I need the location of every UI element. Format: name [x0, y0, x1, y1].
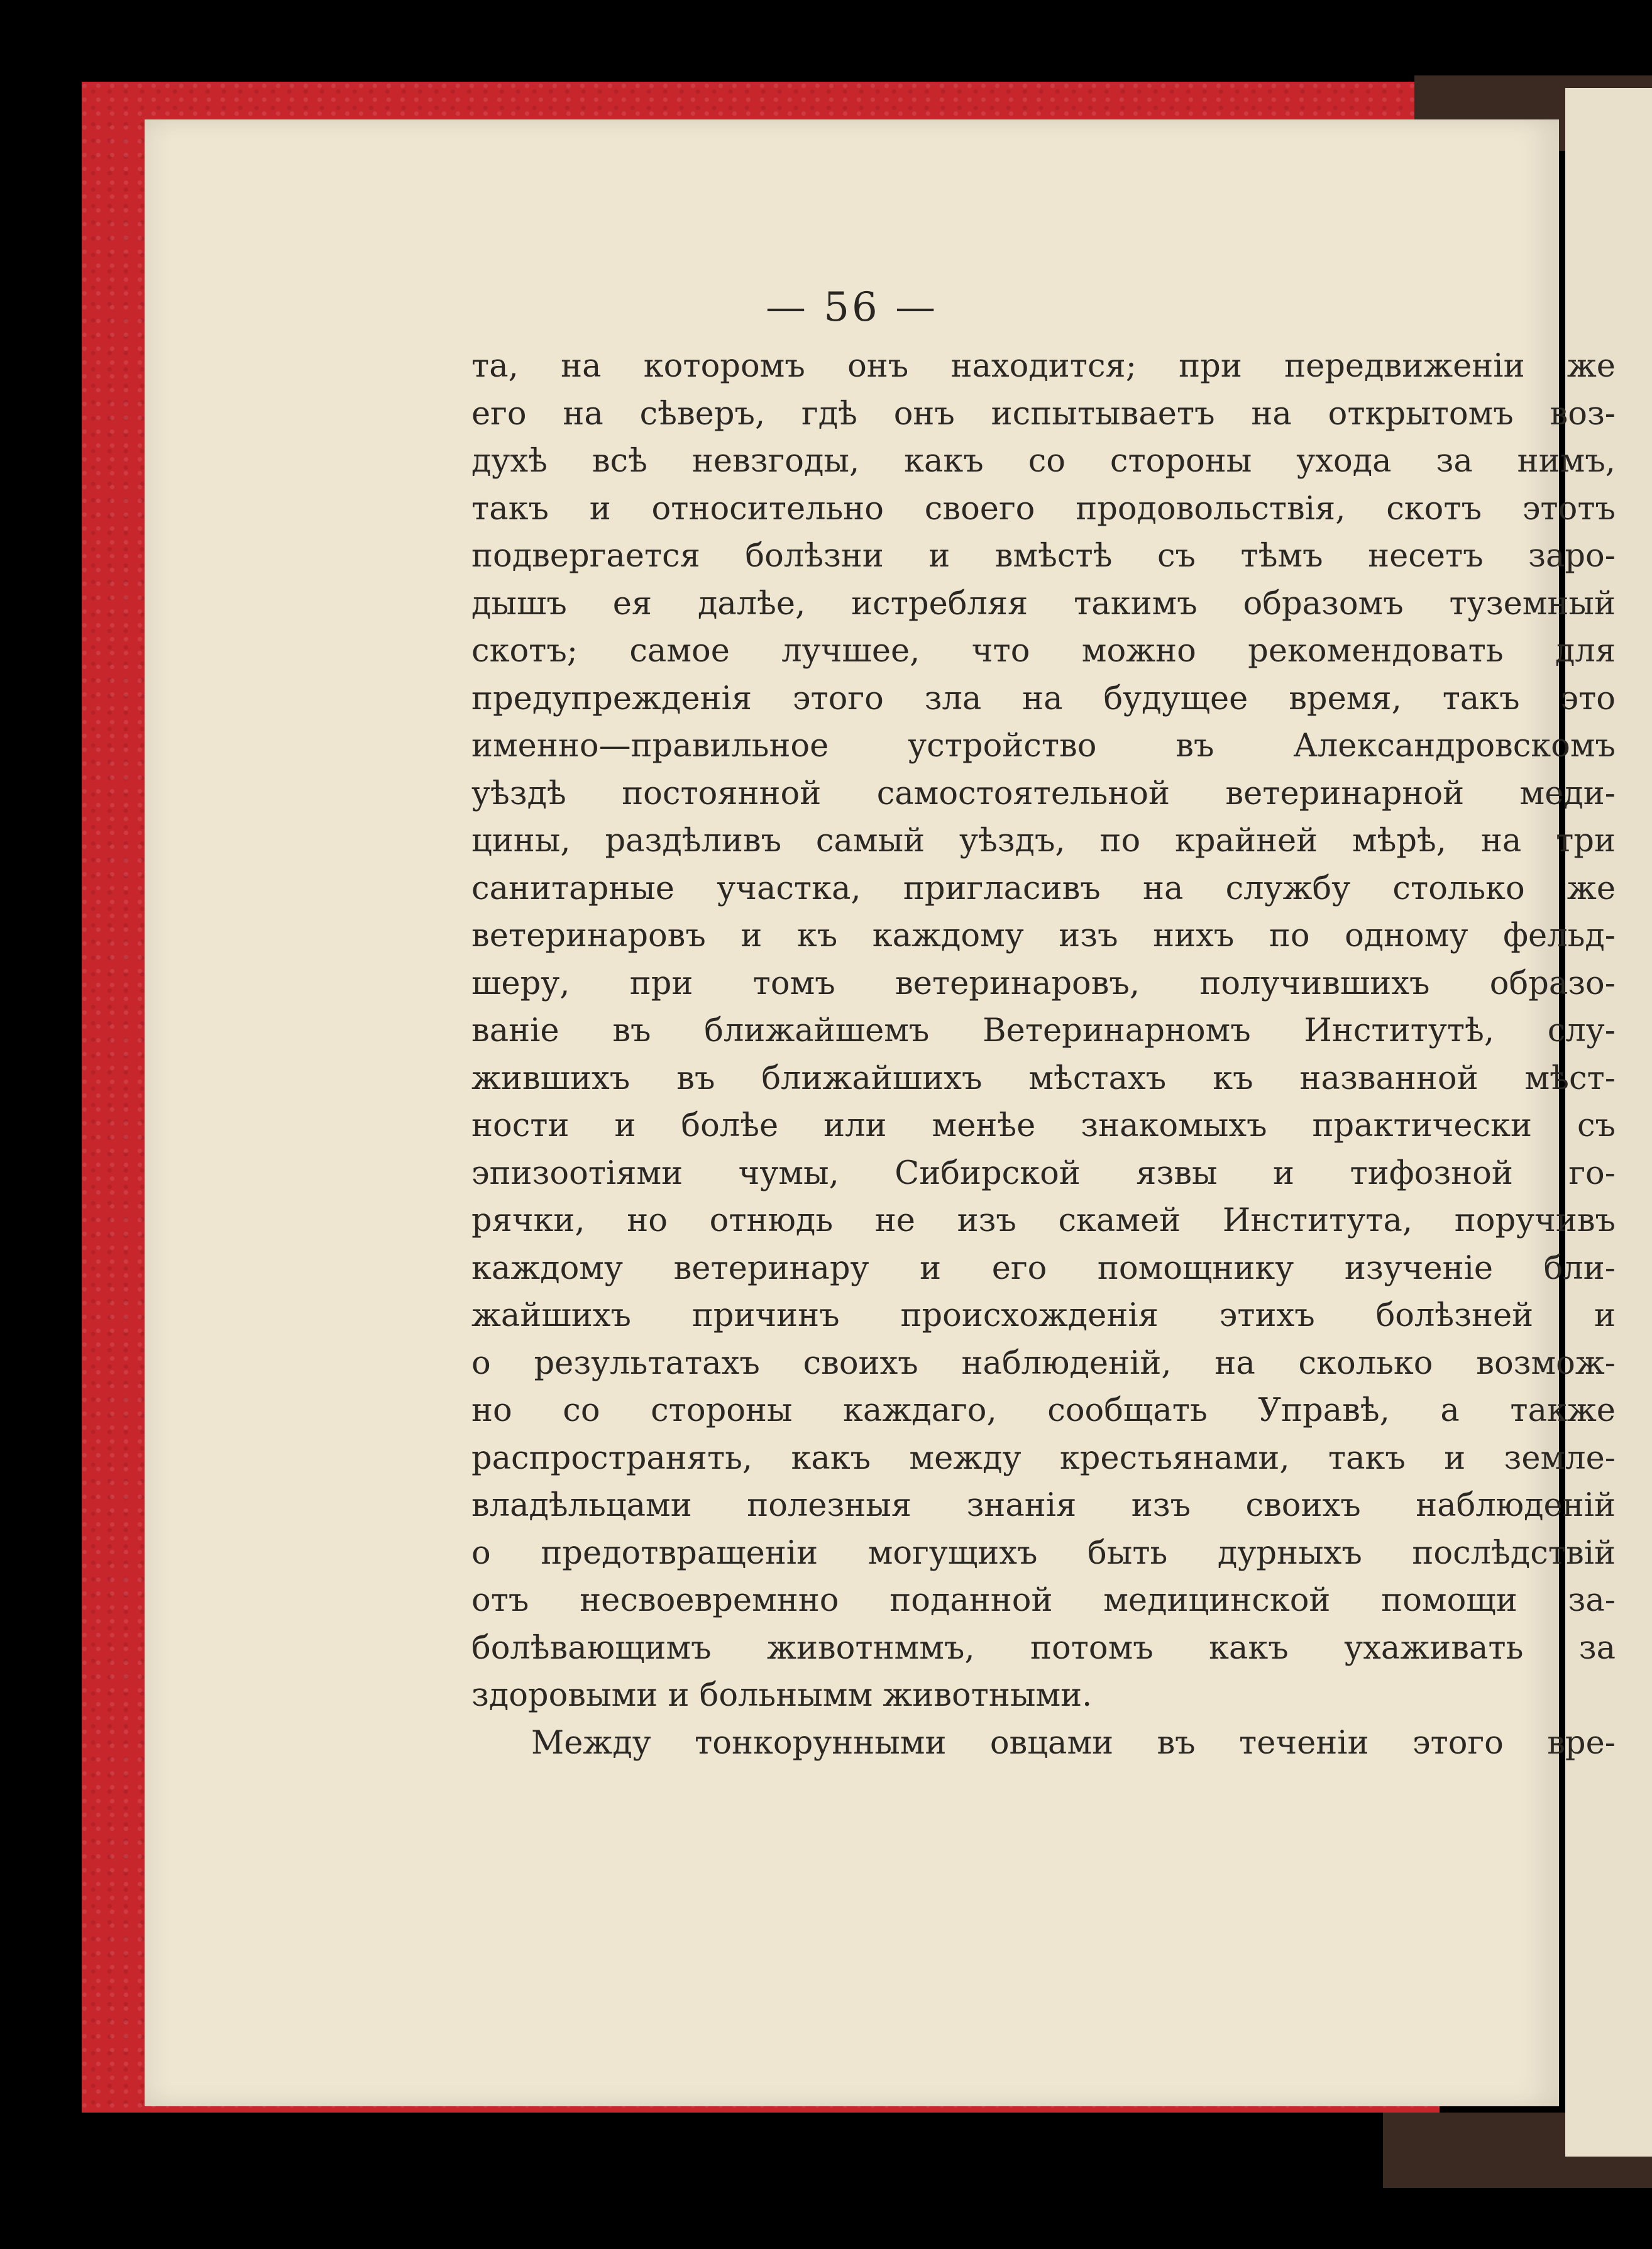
- book-page: [145, 119, 1616, 2106]
- text-line: о результатахъ своихъ наблюденій, на сколько возмож-: [471, 1344, 1616, 1382]
- paragraph-start-line: Между тонкорунными овцами въ теченіи этого вре-: [531, 1724, 1616, 1762]
- page-number: — 56 —: [765, 284, 939, 331]
- text-line: жившихъ въ ближайшихъ мѣстахъ къ названной мѣст-: [471, 1059, 1616, 1097]
- text-line: о предотвращеніи могущихъ быть дурныхъ послѣдствій: [471, 1534, 1616, 1572]
- text-line: болѣвающимъ животнммъ, потомъ какъ ухаживать за: [471, 1629, 1616, 1667]
- text-line: эпизоотіями чумы, Сибирской язвы и тифозной го-: [471, 1154, 1616, 1192]
- text-line: скотъ; самое лучшее, что можно рекомендовать для: [471, 633, 1616, 670]
- text-line: его на сѣверъ, гдѣ онъ испытываетъ на открытомъ воз-: [471, 395, 1616, 433]
- text-line: ваніе въ ближайшемъ Ветеринарномъ Институтѣ, слу-: [471, 1012, 1616, 1049]
- text-line: дышъ ея далѣе, истребляя такимъ образомъ туземный: [471, 585, 1616, 622]
- text-line: каждому ветеринару и его помощнику изученіе бли-: [471, 1249, 1616, 1287]
- text-line: та, на которомъ онъ находится; при передвиженіи же: [471, 348, 1616, 385]
- text-line: владѣльцами полезныя знанія изъ своихъ наблюденій: [471, 1487, 1616, 1524]
- text-line: распространять, какъ между крестьянами, такъ и земле-: [471, 1439, 1616, 1477]
- text-line: санитарные участка, пригласивъ на службу столько же: [471, 870, 1616, 907]
- text-line: цины, раздѣливъ самый уѣздъ, по крайней мѣрѣ, на три: [471, 822, 1616, 859]
- text-line: шеру, при томъ ветеринаровъ, получившихъ образо-: [471, 964, 1616, 1002]
- text-line: рячки, но отнюдь не изъ скамей Института, поручивъ: [471, 1202, 1616, 1239]
- text-line: такъ и относительно своего продовольствія, скотъ этотъ: [471, 490, 1616, 528]
- text-line: духѣ всѣ невзгоды, какъ со стороны ухода за нимъ,: [471, 443, 1616, 480]
- text-line: ности и болѣе или менѣе знакомыхъ практически съ: [471, 1107, 1616, 1144]
- text-line: здоровыми и больнымм животными.: [471, 1677, 1093, 1714]
- text-line: именно—правильное устройство въ Александровскомъ: [471, 727, 1616, 765]
- text-line: ветеринаровъ и къ каждому изъ нихъ по одному фельд-: [471, 917, 1616, 954]
- text-line: но со стороны каждаго, сообщать Управѣ, а также: [471, 1392, 1616, 1429]
- text-line: уѣздѣ постоянной самостоятельной ветеринарной меди-: [471, 775, 1616, 812]
- text-line: жайшихъ причинъ происхожденія этихъ болѣзней и: [471, 1297, 1616, 1334]
- text-line: отъ несвоевремнно поданной медицинской помощи за-: [471, 1582, 1616, 1619]
- text-line: подвергается болѣзни и вмѣстѣ съ тѣмъ несетъ заро-: [471, 538, 1616, 575]
- body-text: [471, 343, 1616, 1767]
- text-line: предупрежденія этого зла на будущее время, такъ это: [471, 680, 1616, 717]
